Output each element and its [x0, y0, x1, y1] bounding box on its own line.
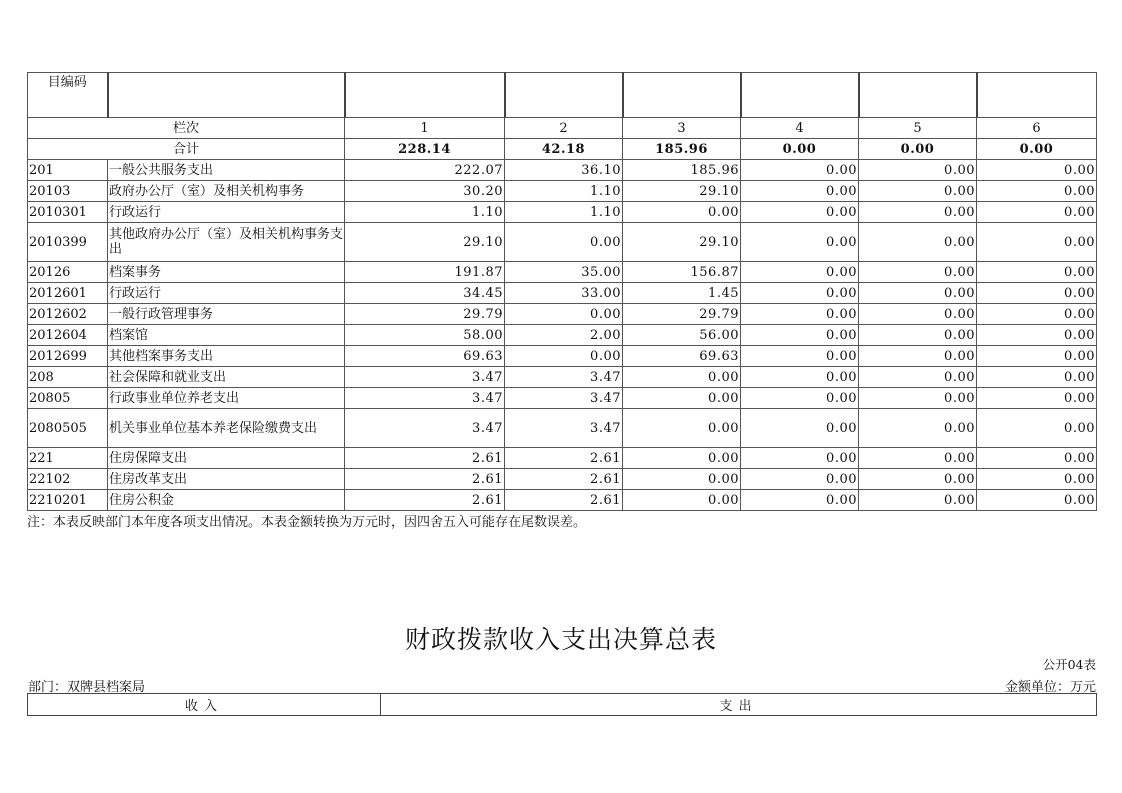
- row-value: 0.00: [977, 181, 1097, 202]
- row-value: 69.63: [623, 346, 741, 367]
- row-value: 0.00: [623, 202, 741, 223]
- amount-unit: 金额单位：万元: [1004, 680, 1096, 695]
- row-code: 2080505: [28, 409, 108, 448]
- row-value: 0.00: [741, 388, 859, 409]
- row-value: 0.00: [741, 346, 859, 367]
- row-value: 0.00: [859, 283, 977, 304]
- table-code: 公开04表: [1042, 657, 1096, 672]
- total-value: 42.18: [505, 139, 623, 160]
- total-value: 0.00: [741, 139, 859, 160]
- row-name: 档案事务: [108, 262, 345, 283]
- row-value: 0.00: [977, 325, 1097, 346]
- row-value: 0.00: [623, 469, 741, 490]
- table-row: [28, 409, 1097, 448]
- table-row: [28, 160, 1097, 181]
- row-value: 1.10: [345, 202, 505, 223]
- table-row: [28, 388, 1097, 409]
- row-value: 0.00: [859, 202, 977, 223]
- column-index: 6: [977, 118, 1097, 139]
- row-value: 2.61: [505, 448, 623, 469]
- table-row: [28, 448, 1097, 469]
- row-name: 住房改革支出: [108, 469, 345, 490]
- table-row: [28, 469, 1097, 490]
- table-row: [28, 367, 1097, 388]
- row-value: 0.00: [977, 304, 1097, 325]
- row-value: 29.10: [623, 181, 741, 202]
- next-table-title: 财政拨款收入支出决算总表: [404, 625, 717, 654]
- table-note: 注：本表反映部门本年度各项支出情况。本表金额转换为万元时，因四舍五入可能存在尾数误差。: [27, 515, 587, 530]
- row-value: 0.00: [505, 223, 623, 262]
- row-value: 0.00: [859, 262, 977, 283]
- row-value: 0.00: [741, 367, 859, 388]
- row-value: 0.00: [859, 469, 977, 490]
- department-label: 部门：双牌县档案局: [28, 680, 146, 695]
- column-index: 1: [345, 118, 505, 139]
- row-value: 0.00: [977, 283, 1097, 304]
- column-index: 4: [741, 118, 859, 139]
- row-value: 0.00: [977, 367, 1097, 388]
- row-value: 0.00: [859, 325, 977, 346]
- row-value: 0.00: [741, 325, 859, 346]
- row-name: 其他档案事务支出: [108, 346, 345, 367]
- row-value: 3.47: [505, 367, 623, 388]
- row-name: 社会保障和就业支出: [108, 367, 345, 388]
- row-value: 0.00: [859, 181, 977, 202]
- row-value: 0.00: [977, 160, 1097, 181]
- row-value: 2.61: [345, 469, 505, 490]
- row-value: 0.00: [741, 490, 859, 511]
- row-code: 22102: [28, 469, 108, 490]
- top-fragment-row: [28, 73, 1097, 118]
- row-value: 29.10: [345, 223, 505, 262]
- column-index-row: [28, 118, 1097, 139]
- total-value: 0.00: [977, 139, 1097, 160]
- row-value: 156.87: [623, 262, 741, 283]
- row-name: 政府办公厅（室）及相关机构事务: [108, 181, 345, 202]
- row-code: 2012602: [28, 304, 108, 325]
- row-value: 222.07: [345, 160, 505, 181]
- income-expense-header-table: [27, 693, 1097, 716]
- row-name: 行政运行: [108, 202, 345, 223]
- row-value: 2.00: [505, 325, 623, 346]
- row-value: 0.00: [741, 223, 859, 262]
- row-value: 0.00: [741, 448, 859, 469]
- row-value: 0.00: [505, 346, 623, 367]
- table-row: [28, 262, 1097, 283]
- row-value: 0.00: [741, 262, 859, 283]
- total-value: 228.14: [345, 139, 505, 160]
- row-name: 一般公共服务支出: [108, 160, 345, 181]
- row-value: 0.00: [505, 304, 623, 325]
- table-row: [28, 346, 1097, 367]
- row-code: 2010399: [28, 223, 108, 262]
- code-header-fragment: 目编码: [28, 73, 108, 118]
- row-value: 29.10: [623, 223, 741, 262]
- row-value: 0.00: [977, 388, 1097, 409]
- row-code: 2210201: [28, 490, 108, 511]
- row-value: 3.47: [345, 409, 505, 448]
- row-value: 0.00: [977, 202, 1097, 223]
- table-row: [28, 304, 1097, 325]
- row-value: 0.00: [859, 409, 977, 448]
- total-value: 0.00: [859, 139, 977, 160]
- table-row: [28, 223, 1097, 262]
- row-code: 20103: [28, 181, 108, 202]
- row-code: 208: [28, 367, 108, 388]
- row-value: 0.00: [977, 409, 1097, 448]
- row-code: 20126: [28, 262, 108, 283]
- row-value: 2.61: [505, 490, 623, 511]
- row-value: 0.00: [623, 367, 741, 388]
- row-value: 36.10: [505, 160, 623, 181]
- row-name: 行政运行: [108, 283, 345, 304]
- row-name: 一般行政管理事务: [108, 304, 345, 325]
- expenditure-table: [27, 72, 1097, 511]
- row-value: 0.00: [741, 160, 859, 181]
- row-value: 2.61: [345, 448, 505, 469]
- row-value: 3.47: [505, 409, 623, 448]
- row-value: 0.00: [741, 304, 859, 325]
- row-value: 0.00: [859, 490, 977, 511]
- row-value: 0.00: [977, 448, 1097, 469]
- row-name: 机关事业单位基本养老保险缴费支出: [108, 409, 345, 448]
- row-value: 0.00: [741, 202, 859, 223]
- row-value: 3.47: [345, 367, 505, 388]
- expense-column-header: 支出: [381, 694, 1097, 716]
- table-row: [28, 202, 1097, 223]
- row-value: 0.00: [859, 304, 977, 325]
- row-value: 191.87: [345, 262, 505, 283]
- row-code: 221: [28, 448, 108, 469]
- row-value: 0.00: [977, 490, 1097, 511]
- row-value: 1.10: [505, 181, 623, 202]
- table-row: [28, 490, 1097, 511]
- column-index: 5: [859, 118, 977, 139]
- row-value: 0.00: [623, 409, 741, 448]
- row-value: 30.20: [345, 181, 505, 202]
- column-index-label: 栏次: [28, 118, 345, 139]
- row-value: 0.00: [859, 346, 977, 367]
- row-value: 0.00: [859, 388, 977, 409]
- table-row: [28, 283, 1097, 304]
- row-value: 185.96: [623, 160, 741, 181]
- row-value: 0.00: [859, 367, 977, 388]
- row-value: 29.79: [623, 304, 741, 325]
- row-value: 0.00: [623, 448, 741, 469]
- column-index: 3: [623, 118, 741, 139]
- row-value: 56.00: [623, 325, 741, 346]
- column-index: 2: [505, 118, 623, 139]
- row-code: 201: [28, 160, 108, 181]
- row-value: 35.00: [505, 262, 623, 283]
- row-value: 0.00: [741, 469, 859, 490]
- row-name: 档案馆: [108, 325, 345, 346]
- row-name: 住房公积金: [108, 490, 345, 511]
- row-value: 0.00: [741, 283, 859, 304]
- table-row: [28, 181, 1097, 202]
- row-value: 58.00: [345, 325, 505, 346]
- row-name: 行政事业单位养老支出: [108, 388, 345, 409]
- row-value: 2.61: [505, 469, 623, 490]
- total-row: [28, 139, 1097, 160]
- row-value: 69.63: [345, 346, 505, 367]
- row-name: 住房保障支出: [108, 448, 345, 469]
- row-code: 2012699: [28, 346, 108, 367]
- row-value: 0.00: [977, 346, 1097, 367]
- row-value: 34.45: [345, 283, 505, 304]
- row-value: 0.00: [623, 388, 741, 409]
- row-value: 0.00: [741, 409, 859, 448]
- row-value: 0.00: [977, 469, 1097, 490]
- row-code: 2012601: [28, 283, 108, 304]
- row-value: 0.00: [741, 181, 859, 202]
- row-value: 29.79: [345, 304, 505, 325]
- row-code: 2010301: [28, 202, 108, 223]
- row-value: 0.00: [623, 490, 741, 511]
- total-value: 185.96: [623, 139, 741, 160]
- row-value: 33.00: [505, 283, 623, 304]
- income-column-header: 收入: [28, 694, 381, 716]
- row-name: 其他政府办公厅（室）及相关机构事务支出: [108, 223, 345, 262]
- row-code: 2012604: [28, 325, 108, 346]
- total-label: 合计: [28, 139, 345, 160]
- row-value: 0.00: [977, 223, 1097, 262]
- row-value: 3.47: [345, 388, 505, 409]
- row-value: 3.47: [505, 388, 623, 409]
- row-value: 1.10: [505, 202, 623, 223]
- row-value: 0.00: [859, 448, 977, 469]
- row-value: 0.00: [859, 160, 977, 181]
- row-value: 1.45: [623, 283, 741, 304]
- row-value: 2.61: [345, 490, 505, 511]
- row-code: 20805: [28, 388, 108, 409]
- row-value: 0.00: [977, 262, 1097, 283]
- table-row: [28, 325, 1097, 346]
- row-value: 0.00: [859, 223, 977, 262]
